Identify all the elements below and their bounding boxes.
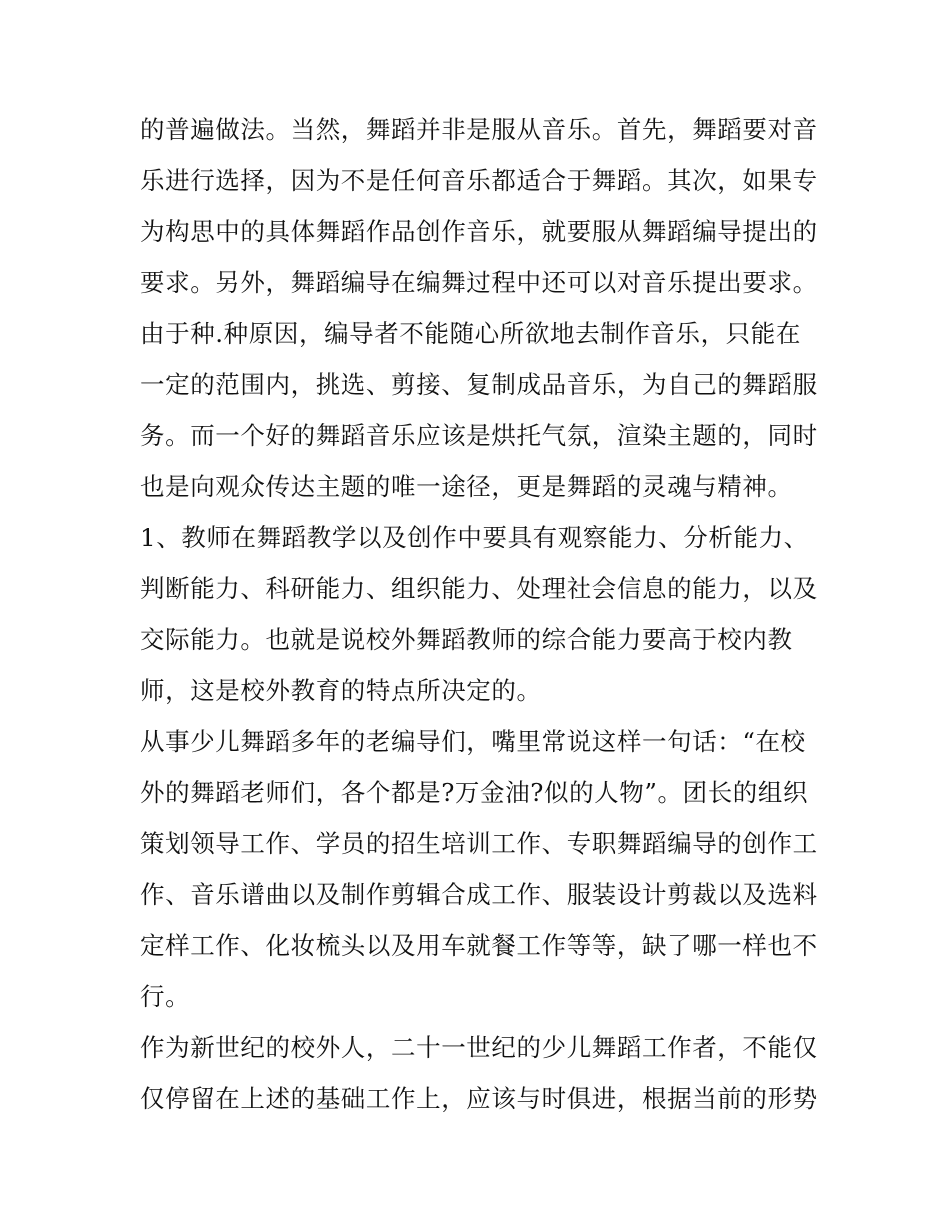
text-line: 也是向观众传达主题的唯一途径，更是舞蹈的灵魂与精神。 — [140, 472, 793, 501]
text-line: 从事少儿舞蹈多年的老编导们，嘴里常说这样一句话：“在校 — [140, 727, 806, 756]
text-line: 策划领导工作、学员的招生培训工作、专职舞蹈编导的创作工 — [140, 829, 818, 858]
text-line: 务。而一个好的舞蹈音乐应该是烘托气氛，渲染主题的，同时 — [140, 421, 818, 450]
text-line: 乐进行选择，因为不是任何音乐都适合于舞蹈。其次，如果专 — [140, 166, 818, 195]
text-line: 师，这是校外教育的特点所决定的。 — [140, 676, 542, 705]
body-text — [140, 104, 820, 1124]
text-line: 作、音乐谱曲以及制作剪辑合成工作、服装设计剪裁以及选料 — [140, 880, 818, 909]
text-line: 判断能力、科研能力、组织能力、处理社会信息的能力，以及 — [140, 574, 818, 603]
text-line: 定样工作、化妆梳头以及用车就餐工作等等，缺了哪一样也不 — [140, 931, 818, 960]
text-line: 1、教师在舞蹈教学以及创作中要具有观察能力、分析能力、 — [140, 523, 809, 552]
text-line: 行。 — [140, 982, 191, 1011]
text-line: 的普遍做法。当然，舞蹈并非是服从音乐。首先，舞蹈要对音 — [140, 115, 818, 144]
text-line: 外的舞蹈老师们，各个都是?万金油?似的人物”。团长的组织 — [140, 778, 809, 807]
text-line: 由于种.种原因，编导者不能随心所欲地去制作音乐，只能在 — [140, 319, 801, 348]
text-line: 仅停留在上述的基础工作上，应该与时俱进，根据当前的形势 — [140, 1084, 818, 1113]
text-line: 作为新世纪的校外人，二十一世纪的少儿舞蹈工作者，不能仅 — [140, 1033, 818, 1062]
text-line: 要求。另外，舞蹈编导在编舞过程中还可以对音乐提出要求。 — [140, 268, 818, 297]
text-line: 一定的范围内，挑选、剪接、复制成品音乐，为自己的舞蹈服 — [140, 370, 818, 399]
text-line: 交际能力。也就是说校外舞蹈教师的综合能力要高于校内教 — [140, 625, 793, 654]
text-line: 为构思中的具体舞蹈作品创作音乐，就要服从舞蹈编导提出的 — [140, 217, 818, 246]
